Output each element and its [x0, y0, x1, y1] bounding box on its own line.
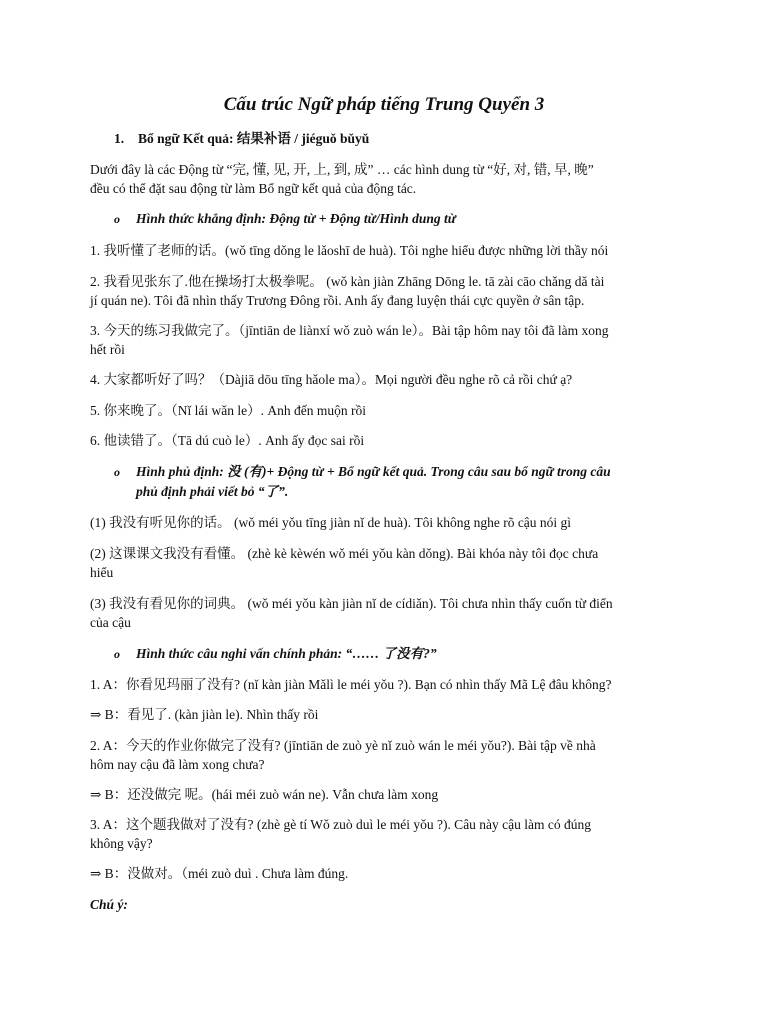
subheading-negative: phủ định phải viết bỏ “了”. — [136, 484, 289, 499]
page-title: Cấu trúc Ngữ pháp tiếng Trung Quyển 3 — [223, 94, 545, 115]
note-heading: Chú ý: — [90, 897, 128, 912]
example-line: 3. 今天的练习我做完了。（jīntiān de liànxí wǒ zuò wán le）。Bài tập hôm nay tôi đã làm xong — [90, 323, 609, 338]
bullet-marker: o — [114, 647, 120, 661]
example-line: của cậu — [90, 615, 131, 630]
section-heading: Bổ ngữ Kết quả: 结果补语 / jiéguǒ bǔyǔ — [138, 131, 370, 146]
section-number: 1. — [114, 131, 125, 146]
example-line: 1. A：你看见玛丽了没有? (nǐ kàn jiàn Mǎlì le méi yǒu ?). Bạn có nhìn thấy Mã Lệ đâu không? — [90, 677, 612, 692]
example-line: ⇒ B：看见了. (kàn jiàn le). Nhìn thấy rồi — [90, 707, 319, 722]
example-line: hôm nay cậu đã làm xong chưa? — [90, 757, 265, 772]
example-line: không vậy? — [90, 836, 153, 851]
example-line: (2) 这课课文我没有看懂。 (zhè kè kèwén wǒ méi yǒu kàn dǒng). Bài khóa này tôi đọc chưa — [90, 546, 599, 561]
intro-line: đều có thể đặt sau động từ làm Bổ ngữ kết quả của động tác. — [90, 181, 417, 196]
example-line: ⇒ B：还没做完 呢。(hái méi zuò wán ne). Vẫn chưa làm xong — [90, 787, 439, 802]
example-line: 3. A：这个题我做对了没有? (zhè gè tí Wǒ zuò duì le méi yǒu ?). Câu này cậu làm có đúng — [90, 817, 592, 832]
example-line: 2. 我看见张东了.他在操场打太极拳呢。 (wǒ kàn jiàn Zhāng Dōng le. tā zài cāo chǎng dǎ tài — [90, 274, 605, 289]
example-line: 4. 大家都听好了吗？（Dàjiā dōu tīng hǎole ma）。Mọi người đều nghe rõ cả rồi chứ ạ? — [90, 372, 573, 387]
subheading-negative: Hình phủ định: 没 (有)+ Động từ + Bổ ngữ kết quả. Trong câu sau bổ ngữ trong câu — [136, 464, 611, 479]
bullet-marker: o — [114, 212, 120, 226]
example-line: (3) 我没有看见你的词典。 (wǒ méi yǒu kàn jiàn nǐ de cídiǎn). Tôi chưa nhìn thấy cuốn từ điển — [90, 596, 613, 611]
example-line: jí quán ne). Tôi đã nhìn thấy Trương Đông rồi. Anh ấy đang luyện thái cực quyền ở sân tập. — [90, 293, 585, 308]
example-line: 6. 他读错了。（Tā dú cuò le）. Anh ấy đọc sai rồi — [90, 433, 365, 448]
example-line: ⇒ B：没做对。（méi zuò duì . Chưa làm đúng. — [90, 866, 349, 881]
example-line: 5. 你来晚了。（Nǐ lái wǎn le）. Anh đến muộn rồi — [90, 403, 366, 418]
example-line: hiểu — [90, 565, 114, 580]
example-line: 2. A：今天的作业你做完了没有? (jīntiān de zuò yè nǐ zuò wán le méi yǒu?). Bài tập về nhà — [90, 738, 596, 753]
subheading-question: Hình thức câu nghi vấn chính phản: “…… 了没有?” — [136, 646, 437, 661]
subheading-affirmative: Hình thức khẳng định: Động từ + Động từ/Hình dung từ — [136, 211, 456, 226]
example-line: 1. 我听懂了老师的话。(wǒ tīng dǒng le lǎoshī de huà). Tôi nghe hiểu được những lời thầy nói — [90, 243, 609, 258]
intro-line: Dưới đây là các Động từ “完, 懂, 见, 开, 上, 到, 成” … các hình dung từ “好, 对, 错, 早, 晚” — [90, 162, 594, 177]
example-line: (1) 我没有听见你的话。 (wǒ méi yǒu tīng jiàn nǐ de huà). Tôi không nghe rõ cậu nói gì — [90, 515, 572, 530]
example-line: hết rồi — [90, 342, 125, 357]
bullet-marker: o — [114, 465, 120, 479]
